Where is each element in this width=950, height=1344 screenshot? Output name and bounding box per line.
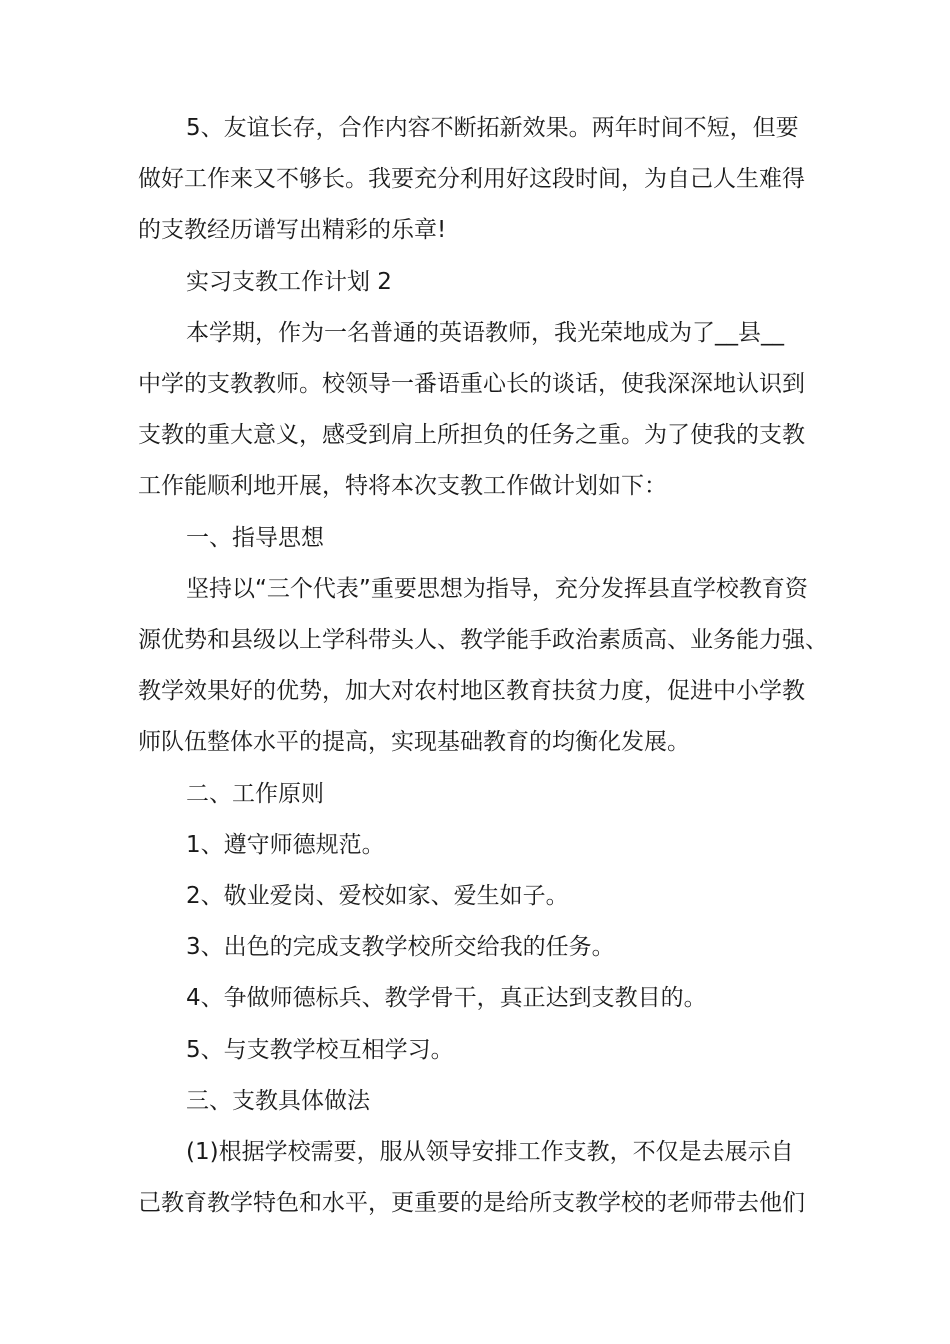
document-body bbox=[138, 103, 838, 1229]
text-line: 工作能顺利地开展，特将本次支教工作做计划如下： bbox=[138, 473, 667, 500]
text-line: 己教育教学特色和水平，更重要的是给所支教学校的老师带去他们 bbox=[138, 1190, 805, 1217]
list-item: 5、与支教学校互相学习。 bbox=[186, 1036, 454, 1063]
text-line: 中学的支教教师。校领导一番语重心长的谈话，使我深深地认识到 bbox=[138, 371, 805, 398]
list-item: 1、遵守师德规范。 bbox=[186, 831, 385, 858]
text-line: 支教的重大意义，感受到肩上所担负的任务之重。为了使我的支教 bbox=[138, 422, 805, 449]
text-line: 坚持以“三个代表”重要思想为指导，充分发挥县直学校教育资 bbox=[186, 575, 808, 602]
section-heading: 三、支教具体做法 bbox=[186, 1087, 370, 1114]
text-line: 做好工作来又不够长。我要充分利用好这段时间，为自己人生难得 bbox=[138, 166, 805, 193]
text-line: 教学效果好的优势，加大对农村地区教育扶贫力度，促进中小学教 bbox=[138, 678, 805, 705]
section-heading: 一、指导思想 bbox=[186, 524, 324, 551]
section-heading: 二、工作原则 bbox=[186, 780, 324, 807]
text-line: (1)根据学校需要，服从领导安排工作支教，不仅是去展示自 bbox=[186, 1139, 794, 1166]
section-title: 实习支教工作计划 2 bbox=[186, 268, 392, 295]
list-item: 2、敬业爱岗、爱校如家、爱生如子。 bbox=[186, 883, 569, 910]
text-line: 5、友谊长存，合作内容不断拓新效果。两年时间不短，但要 bbox=[186, 115, 799, 141]
text-line: 源优势和县级以上学科带头人、教学能手政治素质高、业务能力强、 bbox=[138, 627, 828, 654]
text-line: 本学期，作为一名普通的英语教师，我光荣地成为了__县__ bbox=[186, 319, 784, 346]
list-item: 4、争做师德标兵、教学骨干，真正达到支教目的。 bbox=[186, 985, 707, 1012]
text-line: 的支教经历谱写出精彩的乐章! bbox=[138, 217, 447, 244]
text-line: 师队伍整体水平的提高，实现基础教育的均衡化发展。 bbox=[138, 729, 690, 756]
list-item: 3、出色的完成支教学校所交给我的任务。 bbox=[186, 934, 615, 961]
